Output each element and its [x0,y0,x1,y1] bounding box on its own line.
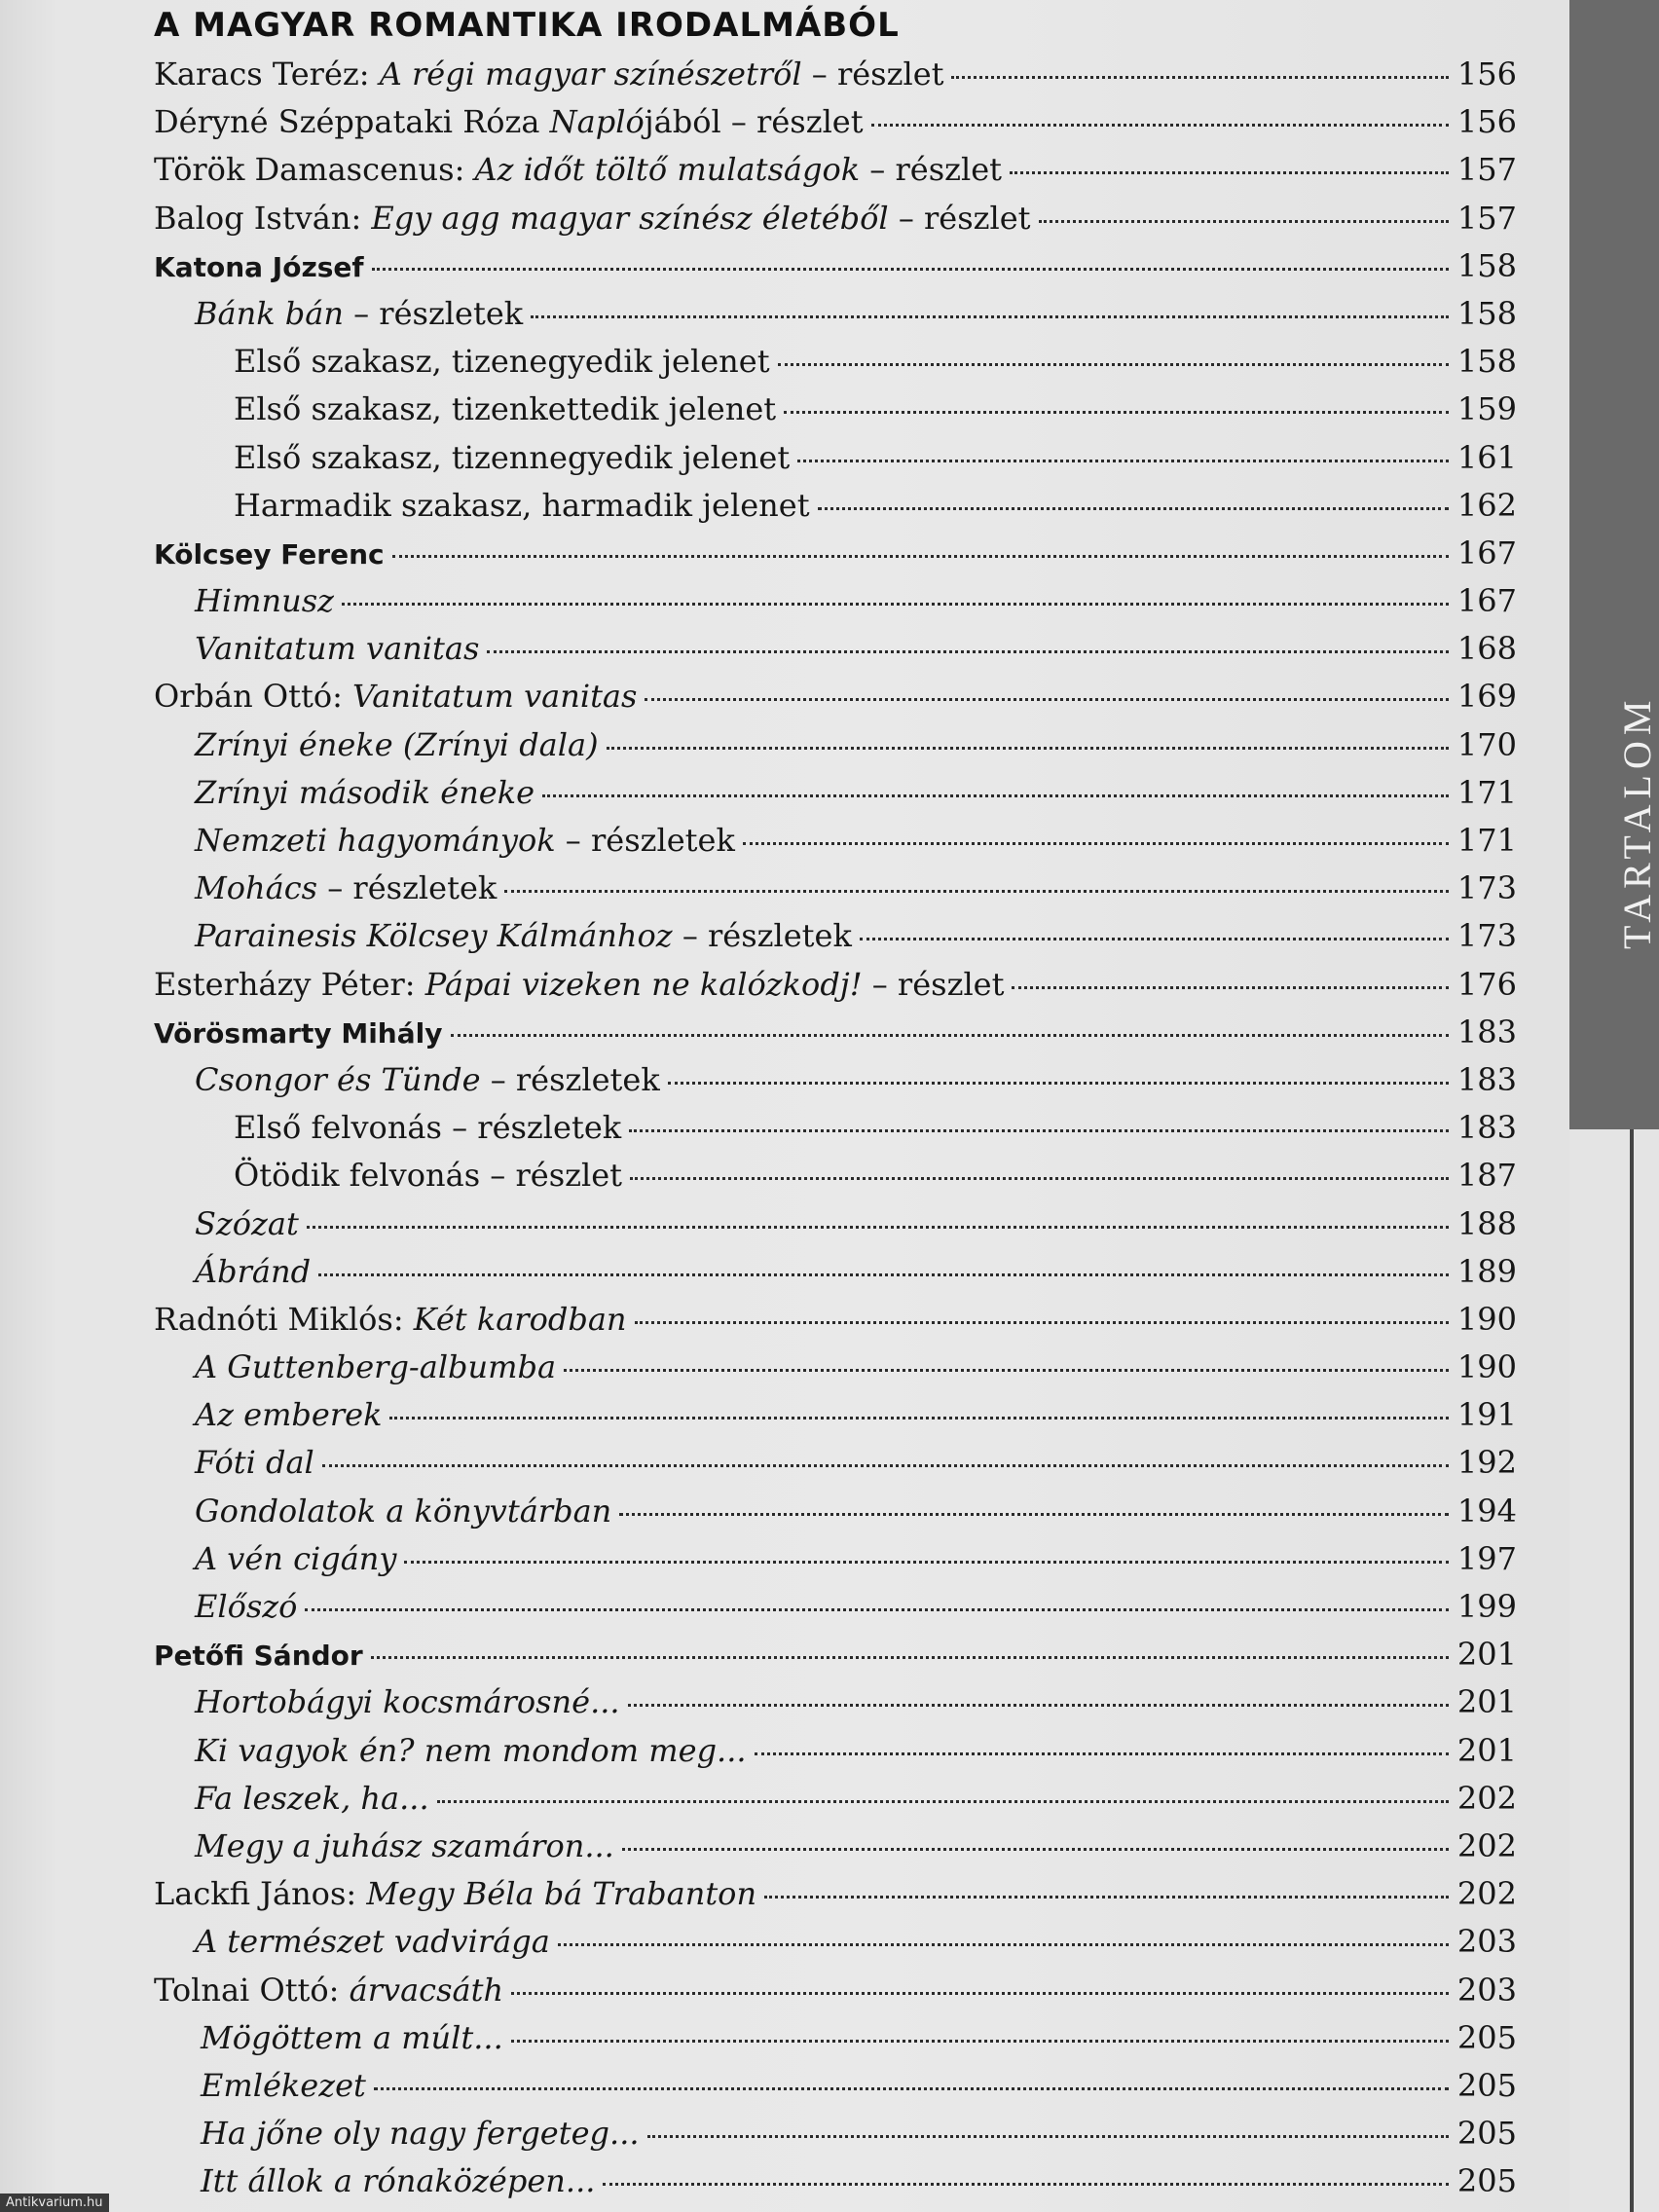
toc-entry [154,961,1517,1009]
page-number: 157 [1456,199,1517,237]
toc-entry [154,1488,1517,1535]
page-number: 158 [1456,294,1517,332]
leader-dots [635,1321,1450,1324]
entry-title: A Guttenberg-albumba [195,1348,557,1386]
entry-title: Vörösmarty Mihály [154,1016,443,1050]
toc-entry [154,721,1517,769]
entry-title: Kölcsey Ferenc [154,537,385,571]
entry-title: Fa leszek, ha... [195,1779,429,1817]
leader-dots [860,938,1449,940]
page-number: 159 [1456,390,1517,428]
entry-title: Megy a juhász szamáron... [195,1826,614,1864]
page-number: 191 [1456,1396,1517,1434]
entry-title: Radnóti Miklós: Két karodban [154,1300,627,1338]
toc-entry [154,98,1517,146]
page-number: 167 [1456,582,1517,620]
leader-dots [371,1656,1449,1659]
entry-title: Első szakasz, tizennegyedik jelenet [234,438,791,476]
leader-dots [372,268,1449,271]
leader-dots [542,794,1449,797]
toc-author-entry [154,242,1517,290]
page-number: 168 [1456,630,1517,668]
entry-title: Előszó [195,1588,298,1625]
page-number: 158 [1456,343,1517,381]
leader-dots [647,2135,1449,2138]
leader-dots [603,2183,1449,2186]
toc-entry [154,1967,1517,2014]
page-number: 176 [1456,965,1517,1003]
page-number: 205 [1456,2018,1517,2056]
toc-entry [154,1439,1517,1487]
entry-title: Ha jőne oly nagy fergeteg... [201,2115,640,2153]
page-number: 157 [1456,151,1517,189]
toc-entry [154,2157,1517,2205]
leader-dots [818,507,1449,510]
leader-dots [307,1226,1449,1229]
side-tab [1569,0,1659,1129]
entry-title: Tolnai Ottó: árvacsáth [154,1971,504,2009]
entry-title: Itt állok a rónaközépen... [201,2162,596,2200]
leader-dots [511,2040,1449,2043]
page-number: 197 [1456,1539,1517,1577]
leader-dots [305,1608,1449,1611]
leader-dots [1012,986,1449,989]
page-number: 188 [1456,1204,1517,1242]
entry-title: Fóti dal [195,1444,314,1482]
watermark: Antikvarium.hu [0,2194,109,2212]
entry-title: Harmadik szakasz, harmadik jelenet [234,486,810,524]
leader-dots [511,1992,1449,1995]
entry-title: Bánk bán – részletek [195,294,524,332]
page-number: 202 [1456,1826,1517,1864]
toc-entry [154,865,1517,912]
entry-title: Lackfi János: Megy Béla bá Trabanton [154,1875,757,1913]
toc-entry [154,1823,1517,1870]
entry-title: Balog István: Egy agg magyar színész életéből – részlet [154,199,1031,237]
entry-title: A természet vadvirága [195,1923,550,1961]
toc-entry [154,1535,1517,1583]
entry-title: Gondolatok a könyvtárban [195,1492,612,1530]
entry-title: Ki vagyok én? nem mondom meg... [195,1731,747,1769]
page-number: 187 [1456,1157,1517,1195]
leader-dots [437,1800,1449,1803]
toc-entry [154,769,1517,817]
leader-dots [784,411,1449,414]
entry-title: Első felvonás – részletek [234,1109,622,1147]
leader-dots [628,1704,1449,1707]
entry-title: Hortobágyi kocsmárosné... [195,1683,620,1721]
toc-subentry [154,434,1517,482]
leader-dots [629,1129,1449,1132]
toc-author-entry [154,1631,1517,1678]
toc-author-entry [154,1009,1517,1056]
page-number: 190 [1456,1348,1517,1386]
toc-entry [154,2014,1517,2062]
page-number: 156 [1456,103,1517,141]
entry-title: Parainesis Kölcsey Kálmánhoz – részletek [195,917,852,955]
toc-entry [154,1391,1517,1439]
toc-entry [154,577,1517,625]
leader-dots [389,1417,1449,1419]
leader-dots [322,1464,1449,1467]
leader-dots [318,1273,1449,1276]
page-number: 203 [1456,1923,1517,1961]
entry-title: Karacs Teréz: A régi magyar színészetről – részlet [154,55,944,92]
page-number: 189 [1456,1252,1517,1290]
page-number: 202 [1456,1779,1517,1817]
page-number: 169 [1456,678,1517,716]
leader-dots [342,603,1449,606]
entry-title: Csongor és Tünde – részletek [195,1060,660,1098]
leader-dots [404,1561,1449,1564]
entry-title: Mögöttem a múlt... [201,2018,503,2056]
leader-dots [564,1369,1449,1372]
side-rule [1630,1129,1634,2212]
toc-entry [154,146,1517,194]
leader-dots [871,124,1449,127]
toc-entry [154,51,1517,98]
entry-title: Emlékezet [201,2066,366,2104]
toc-entry [154,1775,1517,1823]
leader-dots [743,842,1449,845]
entry-title: Nemzeti hagyományok – részletek [195,822,735,859]
leader-dots [558,1943,1449,1946]
toc-entry [154,1918,1517,1966]
page-number: 156 [1456,55,1517,92]
leader-dots [622,1848,1449,1851]
toc-entry [154,1344,1517,1391]
page-number: 205 [1456,2066,1517,2104]
leader-dots [531,315,1449,318]
entry-title: Első szakasz, tizenegyedik jelenet [234,343,770,381]
entry-title: Petőfi Sándor [154,1640,363,1673]
page-number: 167 [1456,534,1517,571]
entry-title: Déryné Széppataki Róza Naplójából – részlet [154,103,864,141]
toc-entry [154,1200,1517,1248]
entry-title: Mohács – részletek [195,869,498,907]
page-number: 171 [1456,822,1517,859]
page-number: 201 [1456,1683,1517,1721]
page-number: 183 [1456,1060,1517,1098]
page-number: 173 [1456,917,1517,955]
entry-title: Első szakasz, tizenkettedik jelenet [234,390,777,428]
entry-title: Katona József [154,250,364,283]
leader-dots [487,650,1449,653]
page-number: 203 [1456,1971,1517,2009]
toc-entry [154,2110,1517,2157]
entry-title: Török Damascenus: Az időt töltő mulatságok – részlet [154,151,1002,189]
entry-title: Az emberek [195,1396,383,1434]
leader-dots [504,890,1449,893]
toc-entry [154,625,1517,673]
entry-title: Zrínyi éneke (Zrínyi dala) [195,725,599,763]
entry-title: Ábránd [195,1252,312,1290]
page-number: 192 [1456,1444,1517,1482]
toc-author-entry [154,530,1517,577]
toc-subentry [154,386,1517,433]
table-of-contents [154,51,1517,2205]
toc-subentry [154,338,1517,386]
leader-dots [778,363,1449,366]
entry-title: Szózat [195,1204,299,1242]
leader-dots [619,1513,1449,1516]
leader-dots [392,555,1449,558]
toc-subentry [154,1152,1517,1199]
leader-dots [1039,220,1449,223]
toc-entry [154,912,1517,960]
page-number: 170 [1456,725,1517,763]
leader-dots [645,698,1449,701]
leader-dots [797,460,1449,462]
page-number: 162 [1456,486,1517,524]
entry-title: Vanitatum vanitas [195,630,480,668]
toc-entry [154,290,1517,338]
toc-entry [154,1056,1517,1104]
leader-dots [630,1177,1449,1180]
entry-title: Ötödik felvonás – részlet [234,1157,622,1195]
page-number: 161 [1456,438,1517,476]
toc-entry [154,1296,1517,1344]
page-number: 173 [1456,869,1517,907]
leader-dots [451,1034,1450,1037]
page-number: 201 [1456,1636,1517,1674]
leader-dots [764,1896,1449,1899]
side-tab-label: TARTALOM [1615,694,1659,949]
page-number: 205 [1456,2115,1517,2153]
page-number: 171 [1456,773,1517,811]
toc-entry [154,1727,1517,1775]
leader-dots [374,2087,1449,2090]
toc-entry [154,673,1517,720]
leader-dots [607,747,1449,750]
page-number: 202 [1456,1875,1517,1913]
page-number: 183 [1456,1013,1517,1051]
page-number: 199 [1456,1588,1517,1625]
toc-entry [154,2062,1517,2110]
toc-subentry [154,1104,1517,1152]
toc-entry [154,1583,1517,1631]
toc-entry [154,1678,1517,1726]
page-number: 183 [1456,1109,1517,1147]
leader-dots [1010,171,1449,174]
page-number: 190 [1456,1300,1517,1338]
leader-dots [951,76,1449,79]
toc-entry [154,1248,1517,1296]
page-number: 194 [1456,1492,1517,1530]
page-number: 158 [1456,246,1517,284]
leader-dots [668,1082,1449,1085]
entry-title: A vén cigány [195,1539,397,1577]
page-number: 201 [1456,1731,1517,1769]
toc-entry [154,195,1517,242]
entry-title: Himnusz [195,582,334,620]
leader-dots [755,1752,1449,1755]
page-number: 205 [1456,2162,1517,2200]
toc-subentry [154,482,1517,530]
toc-entry [154,1870,1517,1918]
entry-title: Orbán Ottó: Vanitatum vanitas [154,678,638,716]
section-heading: A MAGYAR ROMANTIKA IRODALMÁBÓL [154,6,900,45]
entry-title: Esterházy Péter: Pápai vizeken ne kalózkodj! – részlet [154,965,1005,1003]
toc-entry [154,817,1517,865]
entry-title: Zrínyi második éneke [195,773,535,811]
